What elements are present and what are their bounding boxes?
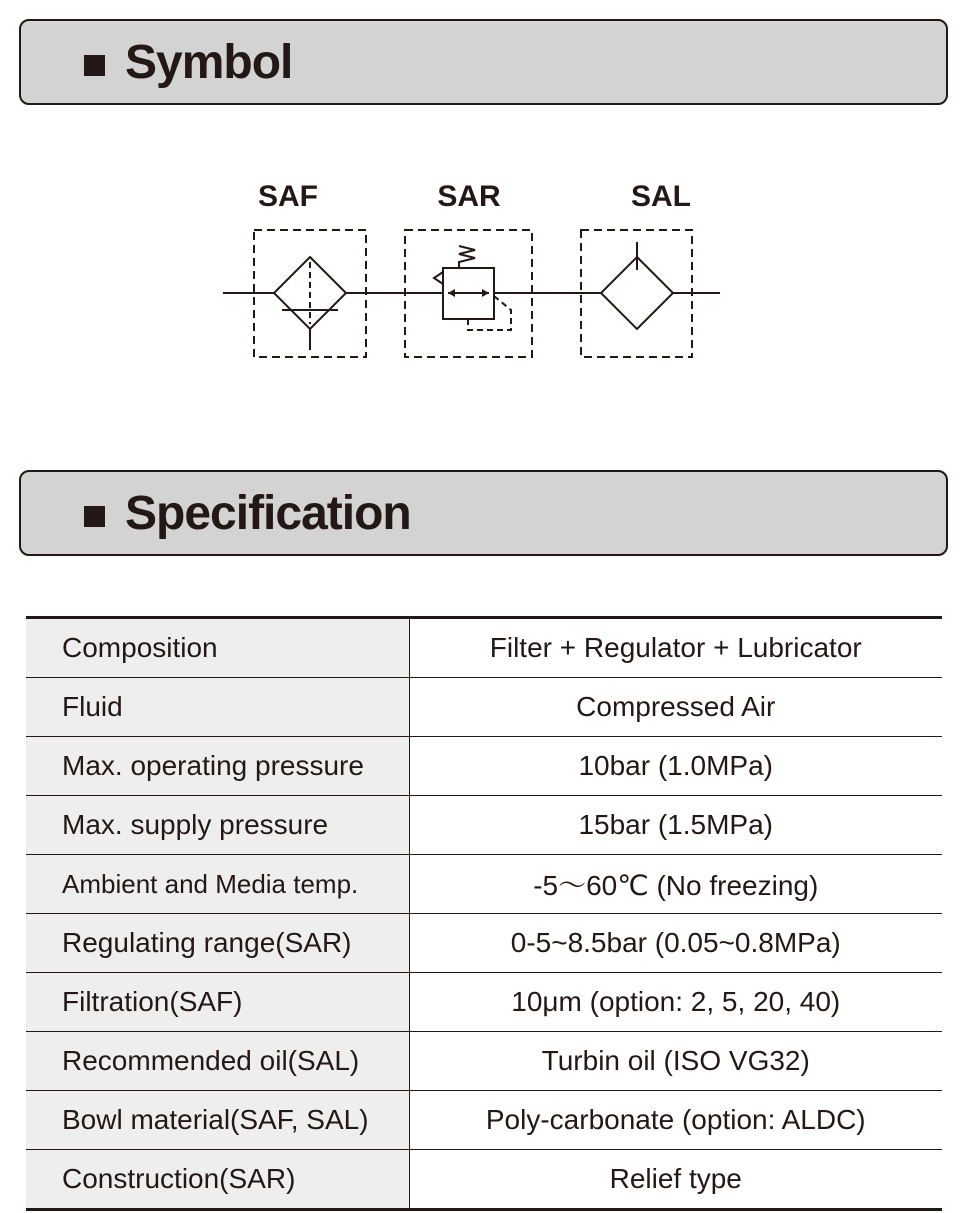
spec-value: 10μm (option: 2, 5, 20, 40) [409,973,942,1032]
spec-value: Poly-carbonate (option: ALDC) [409,1091,942,1150]
spec-label: Recommended oil(SAL) [26,1032,409,1091]
spec-value: Turbin oil (ISO VG32) [409,1032,942,1091]
table-row [26,1091,942,1150]
spec-label: Max. supply pressure [26,796,409,855]
spec-label: Regulating range(SAR) [26,914,409,973]
spec-label: Fluid [26,678,409,737]
table-row [26,1150,942,1210]
table-row [26,855,942,914]
sar-label: SAR [437,180,501,213]
spec-value: 0-5~8.5bar (0.05~0.8MPa) [409,914,942,973]
table-row [26,618,942,678]
square-bullet-icon [84,55,105,76]
table-row [26,737,942,796]
sal-label: SAL [631,180,691,213]
spec-label: Construction(SAR) [26,1150,409,1210]
symbol-section-title: Symbol [125,36,293,89]
spec-label: Filtration(SAF) [26,973,409,1032]
specification-section-title: Specification [125,487,411,540]
spec-value: Filter + Regulator + Lubricator [409,618,942,678]
table-row [26,973,942,1032]
saf-label: SAF [258,180,318,213]
spec-value: 15bar (1.5MPa) [409,796,942,855]
symbol-section-header [19,19,948,105]
spec-value: Relief type [609,1163,742,1194]
table-row [26,678,942,737]
spec-value: 10bar (1.0MPa) [409,737,942,796]
spec-label: Ambient and Media temp. [26,855,409,914]
spec-label: Composition [26,618,409,678]
spec-value: -5～60℃ (No freezing) [409,855,942,914]
specification-table [26,616,942,1211]
spec-label: Max. operating pressure [26,737,409,796]
table-row [26,796,942,855]
square-bullet-icon [84,506,105,527]
pneumatic-symbol-diagram [0,160,969,370]
spec-label: Bowl material(SAF, SAL) [26,1091,409,1150]
spec-value: Compressed Air [409,678,942,737]
table-row [26,914,942,973]
specification-section-header [19,470,948,556]
table-row [26,1032,942,1091]
